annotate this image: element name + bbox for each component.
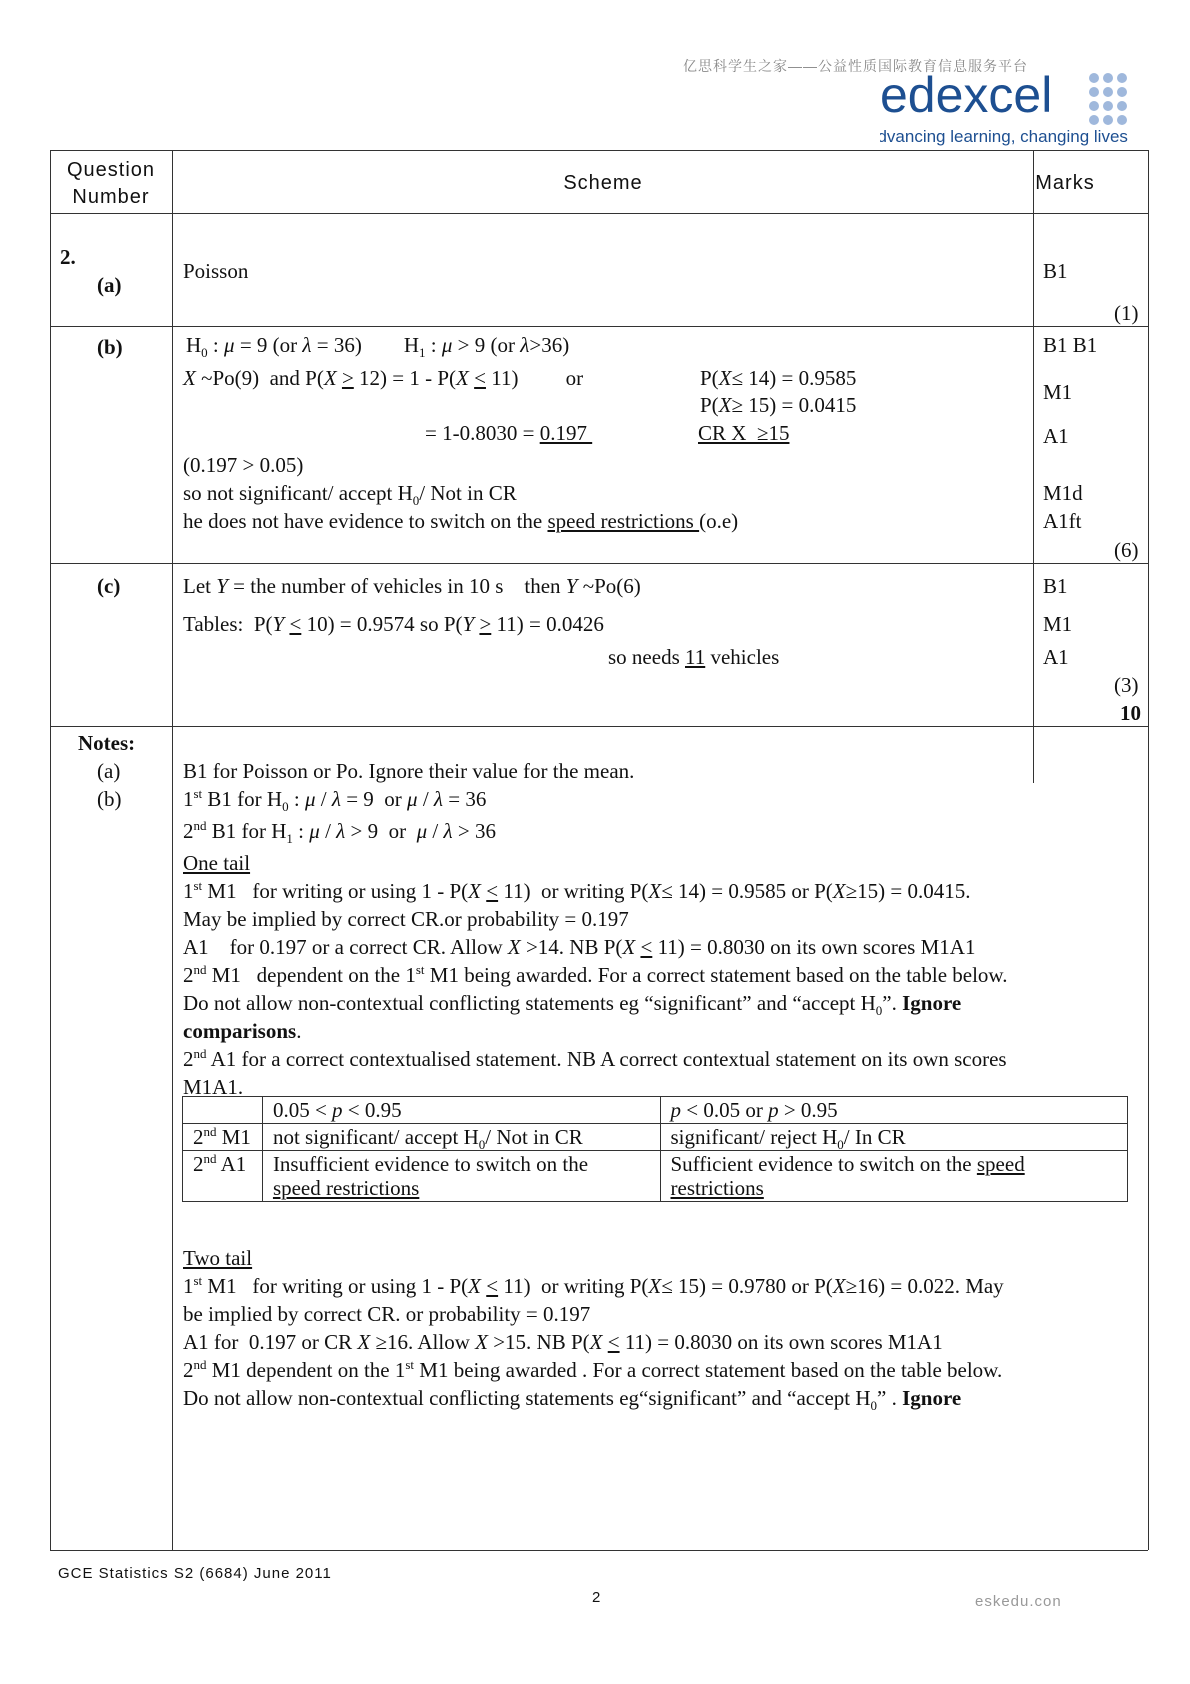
cr-prob-2: P(X≥ 15) = 0.0415: [700, 393, 857, 417]
two-tail-a1: A1 for 0.197 or CR X ≥16. Allow X >15. NB P(X < 11) = 0.8030 on its own scores M1A1: [183, 1330, 943, 1354]
part-c-total: (3): [1114, 673, 1139, 697]
two-tail-heading: Two tail: [183, 1246, 253, 1270]
table-row2-label: 2nd A1: [183, 1151, 263, 1202]
two-tail-implied: be implied by correct CR. or probability = 0.197: [183, 1302, 591, 1326]
part-a-total: (1): [1114, 301, 1139, 325]
edexcel-logo: [880, 70, 1140, 150]
part-c-label: (c): [97, 574, 121, 598]
two-tail-conflict: Do not allow non-contextual conflicting statements eg“significant” and “accept $H_0$” . Ignore: [183, 1386, 962, 1414]
notes-b1-1: 1st B1 for $H_0$ : μ / λ = 9 or μ / λ = 36: [183, 786, 487, 815]
one-tail-heading: One tail: [183, 851, 251, 875]
part-c-mark-3: A1: [1043, 645, 1069, 669]
one-tail-a1-2: 2nd A1 for a correct contextualised statement. NB A correct contextual statement on its own scores: [183, 1046, 1007, 1071]
table-row1-c2: significant/ reject $H_0/$ In CR: [660, 1124, 1128, 1151]
one-tail-implied: May be implied by correct CR.or probability = 0.197: [183, 907, 629, 931]
part-a-label: (a): [97, 273, 122, 297]
notes-b-label: (b): [97, 787, 122, 811]
part-c-mark-1: B1: [1043, 574, 1068, 598]
part-c-define: Let Y = the number of vehicles in 10 s then Y ~Po(6): [183, 574, 641, 598]
page-number: 2: [592, 1589, 601, 1606]
logo-dots-icon: [1089, 73, 1127, 125]
header-question-number: Question Number: [66, 159, 156, 208]
logo-tagline: advancing learning, changing lives: [880, 127, 1128, 146]
header-scheme: Scheme: [563, 172, 643, 194]
logo-wordmark: edexcel: [880, 70, 1053, 123]
context-conclusion: he does not have evidence to switch on the speed restrictions (o.e): [183, 509, 739, 533]
two-tail-m1: 1st M1 for writing or using 1 - P(X < 11) or writing P(X≤ 15) = 0.9780 or P(X≥16) = 0.022. May: [183, 1273, 1004, 1298]
notes-a-label: (a): [97, 759, 121, 783]
one-tail-conflict: Do not allow non-contextual conflicting statements eg “significant” and “accept $H_0$”. Ignore: [183, 991, 962, 1019]
table-row2-c2: Sufficient evidence to switch on the speed restrictions: [660, 1151, 1128, 1202]
conclusion-line: so not significant/ accept $H_0/$ Not in CR: [183, 481, 517, 509]
critical-region: CR X ≥15: [698, 421, 790, 445]
distribution-line: X ~Po(9) and P(X > 12) = 1 - P(X < 11) or: [183, 366, 584, 390]
notes-a-text: B1 for Poisson or Po. Ignore their value for the mean.: [183, 759, 635, 783]
part-b-mark-1: B1 B1: [1043, 333, 1098, 357]
footer-site: eskedu.con: [975, 1593, 1062, 1610]
part-c-answer: so needs 11 vehicles: [608, 645, 780, 669]
header-marks: Marks: [1035, 172, 1095, 194]
one-tail-a1: A1 for 0.197 or a correct CR. Allow X >14. NB P(X < 11) = 0.8030 on its own scores M1A1: [183, 935, 976, 959]
part-b-mark-4: M1d: [1043, 481, 1083, 505]
one-tail-m1a1: M1A1.: [183, 1075, 244, 1099]
table-row2-c1: Insufficient evidence to switch on the speed restrictions: [262, 1151, 660, 1202]
part-a-mark: B1: [1043, 259, 1068, 283]
table-row: [183, 1151, 1128, 1202]
table-row1-c1: not significant/ accept $H_0/$ Not in CR: [262, 1124, 660, 1151]
table-header-2: p < 0.05 or p > 0.95: [660, 1097, 1128, 1124]
comparison: (0.197 > 0.05): [183, 453, 304, 477]
cr-prob-1: P(X≤ 14) = 0.9585: [700, 366, 857, 390]
notes-b1-2: 2nd B1 for $H_1$ : μ / λ > 9 or μ / λ > 36: [183, 818, 496, 847]
part-b-total: (6): [1114, 538, 1139, 562]
decision-table: [182, 1096, 1128, 1202]
one-tail-m1-2: 2nd M1 dependent on the 1st M1 being awarded. For a correct statement based on the table below.: [183, 962, 1008, 987]
part-b-label: (b): [97, 335, 123, 359]
part-b-mark-5: A1ft: [1043, 509, 1082, 533]
table-row1-label: 2nd M1: [183, 1124, 263, 1151]
one-tail-m1: 1st M1 for writing or using 1 - P(X < 11) or writing P(X≤ 14) = 0.9585 or P(X≥15) = 0.0415.: [183, 878, 971, 903]
table-row: [183, 1097, 1128, 1124]
two-tail-m1-2: 2nd M1 dependent on the 1st M1 being awarded . For a correct statement based on the table below.: [183, 1357, 1003, 1382]
question-number: 2.: [60, 245, 76, 269]
grand-total: 10: [1120, 701, 1141, 725]
watermark-text: 亿思科学生之家——公益性质国际教育信息服务平台: [683, 58, 1028, 74]
notes-title: Notes:: [78, 731, 136, 755]
one-tail-comparisons: comparisons.: [183, 1019, 302, 1043]
table-header-1: 0.05 < p < 0.95: [262, 1097, 660, 1124]
part-a-answer: Poisson: [183, 259, 249, 283]
part-c-tables: Tables: P(Y < 10) = 0.9574 so P(Y > 11) = 0.0426: [183, 612, 604, 636]
part-b-mark-3: A1: [1043, 424, 1069, 448]
footer-title: GCE Statistics S2 (6684) June 2011: [58, 1565, 332, 1582]
hypotheses: $H_0$ : μ = 9 (or λ = 36) $H_1$ : μ > 9 (or λ>36): [186, 333, 570, 361]
part-b-mark-2: M1: [1043, 380, 1073, 404]
part-c-mark-2: M1: [1043, 612, 1073, 636]
probability-result: = 1-0.8030 = 0.197: [425, 421, 593, 445]
table-row: [183, 1124, 1128, 1151]
